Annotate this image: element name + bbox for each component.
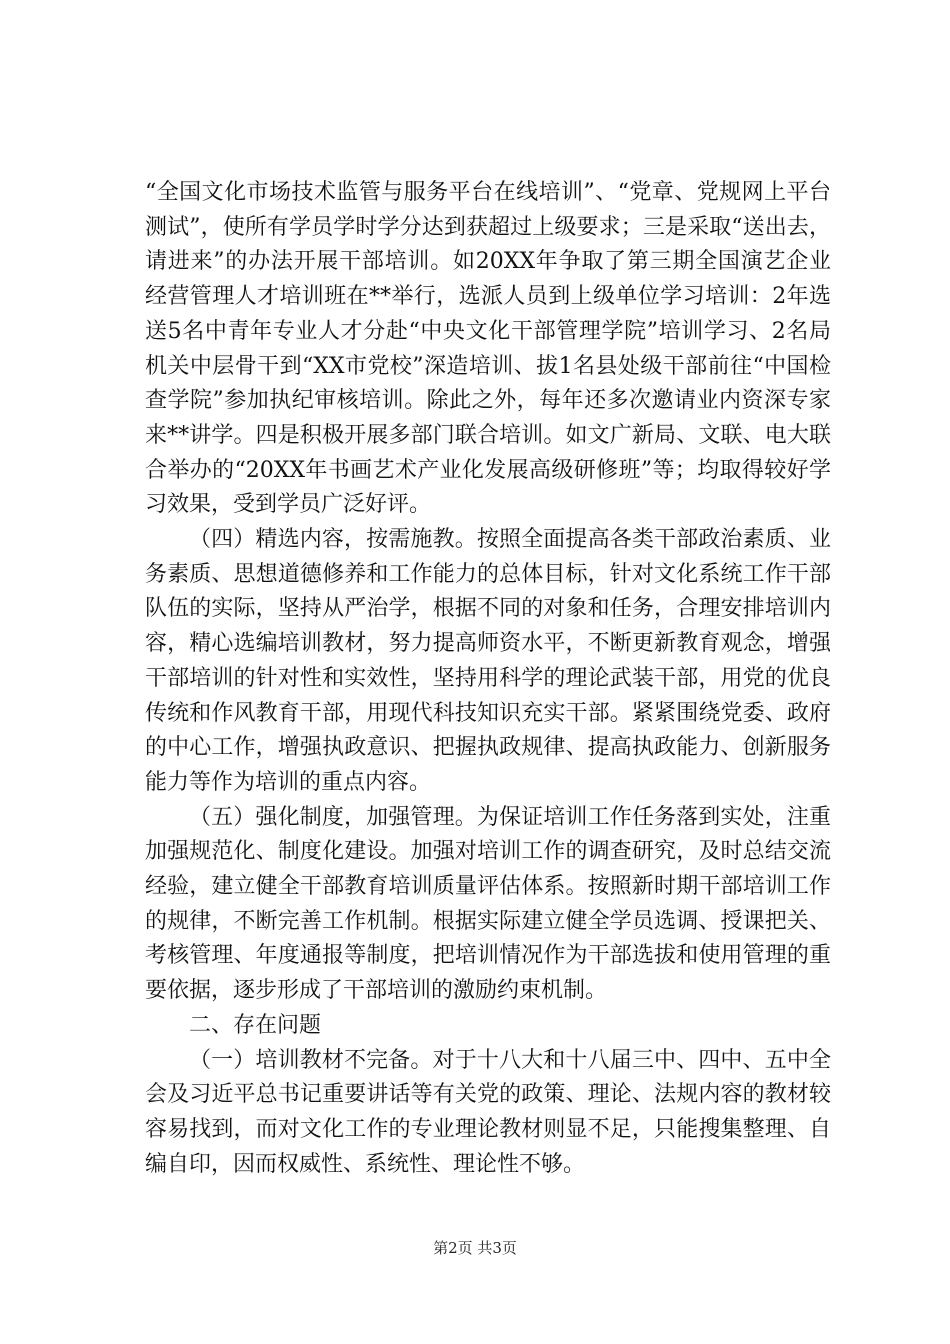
paragraph-section-five: （五）强化制度，加强管理。为保证培训工作任务落到实处，注重加强规范化、制度化建设。加强对培训工作的调查研究，及时总结交流经验，建立健全干部教育培训质量评估体系。按照新时期干部培训工作的规律，不断完善工作机制。根据实际建立健全学员选调、授课把关、考核管理、年度通报等制度，把培训情况作为干部选拔和使用管理的重要依据，逐步形成了干部培训的激励约束机制。 xyxy=(145,804,831,1004)
heading-existing-problems: 二、存在问题 xyxy=(189,1012,322,1038)
paragraph-problem-one: （一）培训教材不完备。对于十八大和十八届三中、四中、五中全会及习近平总书记重要讲话等有关党的政策、理论、法规内容的教材较容易找到，而对文化工作的专业理论教材则显不足，只能搜集整理、自编自印，因而权威性、系统性、理论性不够。 xyxy=(145,1047,831,1177)
paragraph-section-four: （四）精选内容，按需施教。按照全面提高各类干部政治素质、业务素质、思想道德修养和工作能力的总体目标，针对文化系统工作干部队伍的实际，坚持从严治学，根据不同的对象和任务，合理安排培训内容，精心选编培训教材，努力提高师资水平，不断更新教育观念，增强干部培训的针对性和实效性，坚持用科学的理论武装干部，用党的优良传统和作风教育干部，用现代科技知识充实干部。紧紧围绕党委、政府的中心工作，增强执政意识、把握执政规律、提高执政能力、创新服务能力等作为培训的重点内容。 xyxy=(145,527,831,795)
page-footer: 第2页 共3页 xyxy=(433,1239,517,1257)
paragraph-continuation: “全国文化市场技术监管与服务平台在线培训”、“党章、党规网上平台测试”，使所有学员学时学分达到获超过上级要求；三是采取“送出去，请进来”的办法开展干部培训。如20XX年争取了第三期全国演艺企业经营管理人才培训班在**举行，选派人员到上级单位学习培训：2年选送5名中青年专业人才分赴“中央文化干部管理学院”培训学习、2名局机关中层骨干到“XX市党校”深造培训、拔1名县处级干部前往“中国检查学院”参加执纪审核培训。除此之外，每年还多次邀请业内资深专家来**讲学。四是积极开展多部门联合培训。如文广新局、文联、电大联合举办的“20XX年书画艺术产业化发展高级研修班”等；均取得较好学习效果，受到学员广泛好评。 xyxy=(145,180,831,518)
document-body xyxy=(145,176,831,1182)
